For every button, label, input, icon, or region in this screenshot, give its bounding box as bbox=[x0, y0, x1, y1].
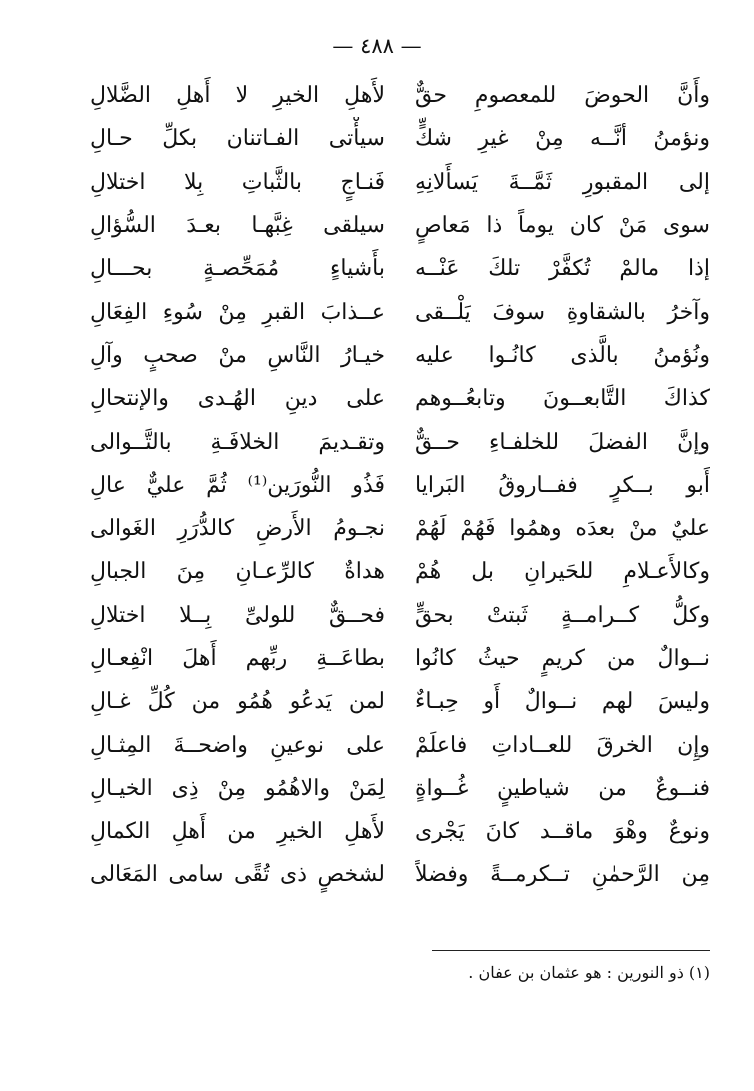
verse-second-hemistich: لشخصٍ ذى تُقًى سامى المَعَالى bbox=[90, 862, 385, 888]
verse-line bbox=[90, 74, 710, 117]
verse-line bbox=[90, 117, 710, 160]
verse-line bbox=[90, 853, 710, 896]
verse-first-hemistich: إذا مالمْ تُكفَّرْ تلكَ عَنْــه bbox=[415, 256, 710, 282]
verse-second-hemistich: عــذابَ القبرِ مِنْ سُوءِ الفِعَالِ bbox=[90, 299, 385, 325]
verse-second-hemistich: خيـارُ النَّاسِ منْ صحبٍ وآلِ bbox=[90, 342, 385, 368]
poem-verses bbox=[90, 74, 710, 897]
verse-first-hemistich: مِن الرَّحمٰنِ تــكرمــةً وفضلاً bbox=[415, 862, 710, 888]
verse-line bbox=[90, 550, 710, 593]
verse-first-hemistich: سوى مَنْ كان يوماً ذا مَعاصٍ bbox=[415, 213, 710, 239]
verse-first-hemistich: وإنَّ الفضلَ للخلفـاءِ حــقٌّ bbox=[415, 429, 710, 455]
verse-first-hemistich: وأَنَّ الحوضَ للمعصومِ حقٌّ bbox=[415, 83, 710, 109]
verse-first-hemistich: نــوالٌ من كريمٍ حيثُ كانُوا bbox=[415, 646, 710, 671]
verse-second-hemistich: فَنـاجٍ بالثَّباتِ بِلا اختلالِ bbox=[90, 169, 385, 195]
verse-line bbox=[90, 464, 710, 507]
verse-line bbox=[90, 680, 710, 723]
verse-first-hemistich: وإِن الخرقَ للعــاداتِ فاعلَمْ bbox=[415, 732, 710, 758]
verse-first-hemistich: وآخرُ بالشقاوةِ سوفَ يَلْــقى bbox=[415, 299, 710, 325]
verse-line bbox=[90, 507, 710, 550]
verse-line bbox=[90, 594, 710, 637]
verse-first-hemistich: ونؤمنُ أنَّــه مِنْ غيرِ شكٍّ bbox=[415, 126, 710, 152]
verse-second-hemistich: بأَشياءٍ مُمَحِّصـةٍ بحـــالِ bbox=[90, 256, 385, 282]
verse-second-hemistich: على دينِ الهُـدى والإنتحالِ bbox=[90, 386, 385, 412]
verse-first-hemistich: فنــوعٌ من شياطينٍ غُــواةٍ bbox=[415, 775, 710, 801]
verse-line bbox=[90, 290, 710, 333]
verse-first-hemistich: إلى المقبورِ ثَمَّــةَ يَسأَلانِهِ bbox=[415, 169, 710, 195]
verse-second-hemistich: فحــقٌّ للولىِّ بِــلا اختلالِ bbox=[90, 602, 385, 628]
verse-line bbox=[90, 377, 710, 420]
verse-first-hemistich: ونوعٌ وهْوَ ماقــد كانَ يَجْرى bbox=[415, 819, 710, 845]
verse-first-hemistich: أَبو بــكرٍ ففــاروقُ البَرايا bbox=[415, 472, 710, 498]
verse-first-hemistich: كذاكَ التَّابعــونَ وتابعُــوهم bbox=[415, 386, 710, 412]
verse-second-hemistich: لأَهلِ الخيرِ لا أَهلِ الضَّلالِ bbox=[90, 83, 385, 109]
footnote: (١) ذو النورين : هو عثمان بن عفان . bbox=[468, 963, 710, 982]
verse-line bbox=[90, 247, 710, 290]
verse-line bbox=[90, 161, 710, 204]
verse-first-hemistich: عليٌ منْ بعدَه وهمُوا فَهُمْ لَهُمْ bbox=[415, 516, 710, 542]
verse-second-hemistich: على نوعينِ واضحــةَ المِثـالِ bbox=[90, 732, 385, 758]
verse-first-hemistich: وكالأَعـلامِ للحَيرانِ بل هُمْ bbox=[415, 559, 710, 585]
verse-first-hemistich: وكلُّ كــرامــةٍ ثَبتتْ بحقٍّ bbox=[415, 602, 710, 628]
verse-second-hemistich: بطاعَــةِ ربِّهم أَهلَ انْفِعـالِ bbox=[90, 646, 385, 671]
verse-first-hemistich: ونُؤمنُ بالَّذى كانُـوا عليه bbox=[415, 342, 710, 368]
verse-line bbox=[90, 810, 710, 853]
verse-second-hemistich: وتقـديمَ الخلافَـةِ بالتَّــوالى bbox=[90, 429, 385, 455]
verse-second-hemistich: لمن يَدعُو هُمُو من كُلِّ غـالِ bbox=[90, 689, 385, 715]
verse-line bbox=[90, 334, 710, 377]
verse-second-hemistich: فَذُو النُّورَين⁽¹⁾ ثُمَّ عليٌّ عالِ bbox=[90, 472, 385, 498]
verse-line bbox=[90, 420, 710, 463]
verse-first-hemistich: وليسَ لهم نــوالٌ أَو حِبـاءٌ bbox=[415, 689, 710, 715]
footnote-divider bbox=[432, 950, 710, 951]
verse-line bbox=[90, 723, 710, 766]
verse-second-hemistich: هداةٌ كالرِّعـانِ مِنَ الجبالِ bbox=[90, 559, 385, 585]
verse-second-hemistich: سيلقى غِبَّهـا بعـدَ السُّؤالِ bbox=[90, 213, 385, 239]
verse-second-hemistich: لأَهلِ الخيرِ من أَهلِ الكمالِ bbox=[90, 819, 385, 845]
verse-line bbox=[90, 637, 710, 680]
verse-second-hemistich: نجـومُ الأَرضِ كالدُّرَرِ الغَوالى bbox=[90, 516, 385, 542]
verse-second-hemistich: سيأْتى الفـاتنان بكلِّ حـالِ bbox=[90, 126, 385, 152]
verse-line bbox=[90, 767, 710, 810]
verse-line bbox=[90, 204, 710, 247]
page-number: — ٤٨٨ — bbox=[332, 34, 422, 58]
verse-second-hemistich: لِمَنْ والاهُمُو مِنْ ذِى الخيـالِ bbox=[90, 775, 385, 801]
